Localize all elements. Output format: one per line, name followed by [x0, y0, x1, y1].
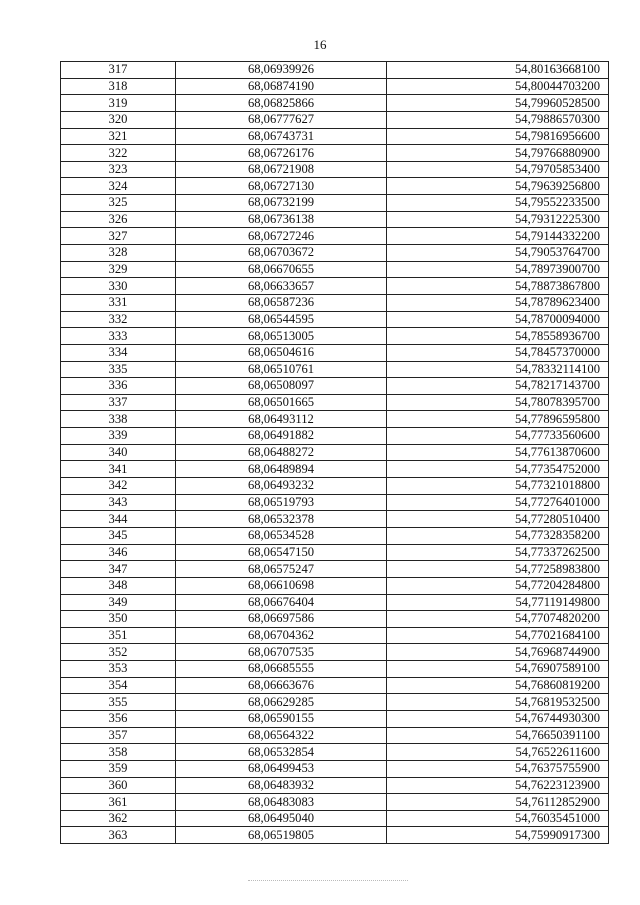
table-row [61, 161, 609, 178]
point-number-cell: 317 [61, 62, 176, 79]
table-row [61, 561, 609, 578]
y-coordinate-cell: 54,79766880900 [387, 145, 609, 162]
y-coordinate-cell: 54,76223123900 [387, 777, 609, 794]
point-number-cell: 356 [61, 710, 176, 727]
point-number-cell: 328 [61, 245, 176, 262]
x-coordinate-cell: 68,06629285 [176, 694, 387, 711]
x-coordinate-cell: 68,06564322 [176, 727, 387, 744]
table-row [61, 661, 609, 678]
table-row [61, 211, 609, 228]
y-coordinate-cell: 54,77280510400 [387, 511, 609, 528]
point-number-cell: 359 [61, 760, 176, 777]
point-number-cell: 336 [61, 378, 176, 395]
y-coordinate-cell: 54,76860819200 [387, 677, 609, 694]
point-number-cell: 327 [61, 228, 176, 245]
y-coordinate-cell: 54,78973900700 [387, 261, 609, 278]
point-number-cell: 329 [61, 261, 176, 278]
point-number-cell: 354 [61, 677, 176, 694]
x-coordinate-cell: 68,06493232 [176, 478, 387, 495]
point-number-cell: 362 [61, 810, 176, 827]
point-number-cell: 363 [61, 827, 176, 844]
x-coordinate-cell: 68,06544595 [176, 311, 387, 328]
bottom-divider [248, 880, 408, 881]
point-number-cell: 324 [61, 178, 176, 195]
x-coordinate-cell: 68,06676404 [176, 594, 387, 611]
table-row [61, 444, 609, 461]
y-coordinate-cell: 54,76650391100 [387, 727, 609, 744]
point-number-cell: 345 [61, 527, 176, 544]
x-coordinate-cell: 68,06483932 [176, 777, 387, 794]
table-row [61, 428, 609, 445]
x-coordinate-cell: 68,06519805 [176, 827, 387, 844]
y-coordinate-cell: 54,79552233500 [387, 195, 609, 212]
x-coordinate-cell: 68,06633657 [176, 278, 387, 295]
x-coordinate-cell: 68,06491882 [176, 428, 387, 445]
table-row [61, 261, 609, 278]
point-number-cell: 330 [61, 278, 176, 295]
point-number-cell: 335 [61, 361, 176, 378]
x-coordinate-cell: 68,06707535 [176, 644, 387, 661]
table-row [61, 527, 609, 544]
table-row [61, 245, 609, 262]
y-coordinate-cell: 54,78789623400 [387, 294, 609, 311]
y-coordinate-cell: 54,78457370000 [387, 344, 609, 361]
x-coordinate-cell: 68,06743731 [176, 128, 387, 145]
x-coordinate-cell: 68,06697586 [176, 611, 387, 628]
table-row [61, 677, 609, 694]
table-row [61, 794, 609, 811]
y-coordinate-cell: 54,78217143700 [387, 378, 609, 395]
point-number-cell: 320 [61, 111, 176, 128]
y-coordinate-cell: 54,79144332200 [387, 228, 609, 245]
point-number-cell: 353 [61, 661, 176, 678]
y-coordinate-cell: 54,76819532500 [387, 694, 609, 711]
y-coordinate-cell: 54,77258983800 [387, 561, 609, 578]
point-number-cell: 347 [61, 561, 176, 578]
point-number-cell: 349 [61, 594, 176, 611]
x-coordinate-cell: 68,06704362 [176, 627, 387, 644]
table-row [61, 710, 609, 727]
x-coordinate-cell: 68,06727246 [176, 228, 387, 245]
x-coordinate-cell: 68,06726176 [176, 145, 387, 162]
point-number-cell: 332 [61, 311, 176, 328]
table-row [61, 361, 609, 378]
point-number-cell: 351 [61, 627, 176, 644]
table-row [61, 827, 609, 844]
table-row [61, 411, 609, 428]
x-coordinate-cell: 68,06874190 [176, 78, 387, 95]
x-coordinate-cell: 68,06532378 [176, 511, 387, 528]
table-row [61, 611, 609, 628]
x-coordinate-cell: 68,06488272 [176, 444, 387, 461]
y-coordinate-cell: 54,76907589100 [387, 661, 609, 678]
x-coordinate-cell: 68,06939926 [176, 62, 387, 79]
table-row [61, 311, 609, 328]
y-coordinate-cell: 54,78332114100 [387, 361, 609, 378]
point-number-cell: 322 [61, 145, 176, 162]
y-coordinate-cell: 54,76744930300 [387, 710, 609, 727]
y-coordinate-cell: 54,77733560600 [387, 428, 609, 445]
point-number-cell: 326 [61, 211, 176, 228]
table-row [61, 145, 609, 162]
x-coordinate-cell: 68,06670655 [176, 261, 387, 278]
point-number-cell: 341 [61, 461, 176, 478]
y-coordinate-cell: 54,77204284800 [387, 577, 609, 594]
x-coordinate-cell: 68,06736138 [176, 211, 387, 228]
table-row [61, 494, 609, 511]
point-number-cell: 344 [61, 511, 176, 528]
point-number-cell: 358 [61, 744, 176, 761]
y-coordinate-cell: 54,77354752000 [387, 461, 609, 478]
y-coordinate-cell: 54,79639256800 [387, 178, 609, 195]
y-coordinate-cell: 54,77276401000 [387, 494, 609, 511]
point-number-cell: 334 [61, 344, 176, 361]
x-coordinate-cell: 68,06499453 [176, 760, 387, 777]
x-coordinate-cell: 68,06825866 [176, 95, 387, 112]
x-coordinate-cell: 68,06777627 [176, 111, 387, 128]
y-coordinate-cell: 54,80044703200 [387, 78, 609, 95]
point-number-cell: 352 [61, 644, 176, 661]
y-coordinate-cell: 54,79816956600 [387, 128, 609, 145]
x-coordinate-cell: 68,06727130 [176, 178, 387, 195]
point-number-cell: 346 [61, 544, 176, 561]
table-row [61, 594, 609, 611]
table-row [61, 394, 609, 411]
x-coordinate-cell: 68,06501665 [176, 394, 387, 411]
x-coordinate-cell: 68,06504616 [176, 344, 387, 361]
point-number-cell: 337 [61, 394, 176, 411]
table-row [61, 278, 609, 295]
y-coordinate-cell: 54,77328358200 [387, 527, 609, 544]
table-row [61, 344, 609, 361]
coordinates-table-body [61, 62, 609, 844]
y-coordinate-cell: 54,76035451000 [387, 810, 609, 827]
y-coordinate-cell: 54,77119149800 [387, 594, 609, 611]
table-row [61, 760, 609, 777]
y-coordinate-cell: 54,77613870600 [387, 444, 609, 461]
table-row [61, 810, 609, 827]
table-row [61, 744, 609, 761]
x-coordinate-cell: 68,06534528 [176, 527, 387, 544]
table-row [61, 644, 609, 661]
x-coordinate-cell: 68,06547150 [176, 544, 387, 561]
table-row [61, 461, 609, 478]
y-coordinate-cell: 54,78078395700 [387, 394, 609, 411]
table-row [61, 178, 609, 195]
x-coordinate-cell: 68,06587236 [176, 294, 387, 311]
table-row [61, 577, 609, 594]
table-row [61, 694, 609, 711]
y-coordinate-cell: 54,77321018800 [387, 478, 609, 495]
point-number-cell: 338 [61, 411, 176, 428]
table-row [61, 128, 609, 145]
y-coordinate-cell: 54,77337262500 [387, 544, 609, 561]
point-number-cell: 318 [61, 78, 176, 95]
x-coordinate-cell: 68,06663676 [176, 677, 387, 694]
table-row [61, 78, 609, 95]
x-coordinate-cell: 68,06575247 [176, 561, 387, 578]
point-number-cell: 340 [61, 444, 176, 461]
x-coordinate-cell: 68,06732199 [176, 195, 387, 212]
x-coordinate-cell: 68,06510761 [176, 361, 387, 378]
y-coordinate-cell: 54,79886570300 [387, 111, 609, 128]
x-coordinate-cell: 68,06532854 [176, 744, 387, 761]
y-coordinate-cell: 54,79960528500 [387, 95, 609, 112]
x-coordinate-cell: 68,06721908 [176, 161, 387, 178]
point-number-cell: 325 [61, 195, 176, 212]
table-row [61, 95, 609, 112]
x-coordinate-cell: 68,06519793 [176, 494, 387, 511]
point-number-cell: 361 [61, 794, 176, 811]
point-number-cell: 339 [61, 428, 176, 445]
coordinates-table [60, 61, 609, 844]
point-number-cell: 360 [61, 777, 176, 794]
x-coordinate-cell: 68,06513005 [176, 328, 387, 345]
y-coordinate-cell: 54,75990917300 [387, 827, 609, 844]
x-coordinate-cell: 68,06685555 [176, 661, 387, 678]
table-row [61, 627, 609, 644]
x-coordinate-cell: 68,06493112 [176, 411, 387, 428]
y-coordinate-cell: 54,78700094000 [387, 311, 609, 328]
point-number-cell: 331 [61, 294, 176, 311]
point-number-cell: 343 [61, 494, 176, 511]
y-coordinate-cell: 54,77896595800 [387, 411, 609, 428]
x-coordinate-cell: 68,06590155 [176, 710, 387, 727]
point-number-cell: 350 [61, 611, 176, 628]
point-number-cell: 348 [61, 577, 176, 594]
page-number: 16 [313, 37, 327, 52]
x-coordinate-cell: 68,06489894 [176, 461, 387, 478]
table-row [61, 294, 609, 311]
y-coordinate-cell: 54,79053764700 [387, 245, 609, 262]
point-number-cell: 319 [61, 95, 176, 112]
point-number-cell: 357 [61, 727, 176, 744]
table-row [61, 195, 609, 212]
y-coordinate-cell: 54,78558936700 [387, 328, 609, 345]
y-coordinate-cell: 54,76968744900 [387, 644, 609, 661]
table-row [61, 544, 609, 561]
y-coordinate-cell: 54,76375755900 [387, 760, 609, 777]
table-row [61, 478, 609, 495]
x-coordinate-cell: 68,06508097 [176, 378, 387, 395]
table-row [61, 111, 609, 128]
point-number-cell: 323 [61, 161, 176, 178]
point-number-cell: 333 [61, 328, 176, 345]
y-coordinate-cell: 54,78873867800 [387, 278, 609, 295]
point-number-cell: 342 [61, 478, 176, 495]
table-row [61, 328, 609, 345]
x-coordinate-cell: 68,06703672 [176, 245, 387, 262]
table-row [61, 727, 609, 744]
table-row [61, 62, 609, 79]
y-coordinate-cell: 54,76522611600 [387, 744, 609, 761]
table-row [61, 378, 609, 395]
x-coordinate-cell: 68,06483083 [176, 794, 387, 811]
table-row [61, 511, 609, 528]
y-coordinate-cell: 54,76112852900 [387, 794, 609, 811]
x-coordinate-cell: 68,06495040 [176, 810, 387, 827]
y-coordinate-cell: 54,79705853400 [387, 161, 609, 178]
y-coordinate-cell: 54,77074820200 [387, 611, 609, 628]
y-coordinate-cell: 54,80163668100 [387, 62, 609, 79]
y-coordinate-cell: 54,77021684100 [387, 627, 609, 644]
table-row [61, 228, 609, 245]
y-coordinate-cell: 54,79312225300 [387, 211, 609, 228]
point-number-cell: 355 [61, 694, 176, 711]
x-coordinate-cell: 68,06610698 [176, 577, 387, 594]
table-row [61, 777, 609, 794]
point-number-cell: 321 [61, 128, 176, 145]
